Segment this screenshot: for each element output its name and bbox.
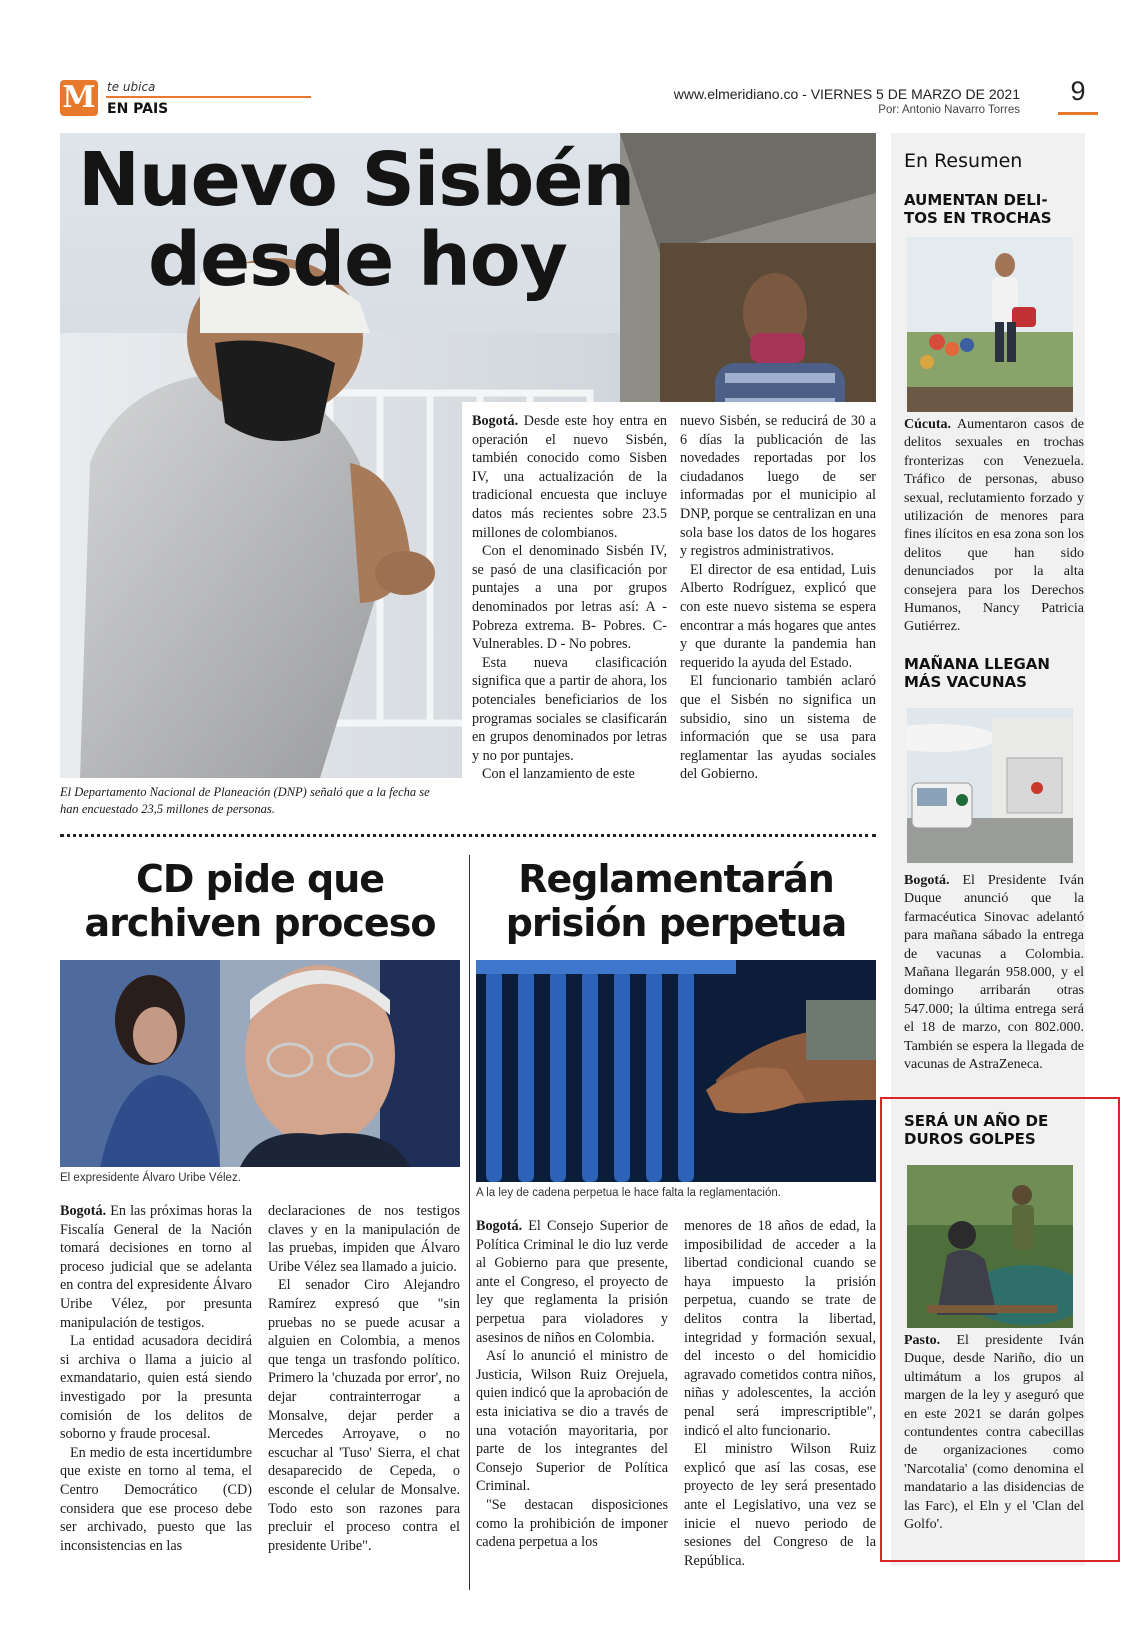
section-label: EN PAIS: [107, 101, 169, 117]
prison-col1-p3: "Se destacan disposiciones como la prohibición de imponer cadena perpetua a los: [476, 1496, 668, 1551]
tagline-rule: [106, 96, 311, 98]
sidebar-item-1-dateline: Cúcuta.: [904, 417, 952, 432]
sidebar-item-3-body: El presidente Iván Duque, desde Nariño, dio un ultimátum a los grupos al margen de la ley y aseguró que en este 2021 se darán golpes contundentes contra cabecillas de organizaciones como 'Narcotalia' (como denomina el mandatario a las disidencias de las Farc), el Eln y el 'Clan del Golfo'.: [904, 1333, 1084, 1533]
prison-col1-p1: El Consejo Superior de Política Criminal le dio luz verde al Gobierno para que presente, ante el Congreso, el proyecto de ley que reglamenta la prisión perpetua para violadores y asesinos de niños en Colombia.: [476, 1218, 668, 1346]
cd-headline-line1: CD pide que: [135, 857, 385, 901]
prison-headline-line1: Reglamentarán: [518, 857, 834, 901]
logo-letter: M: [62, 80, 96, 115]
lead-col1-p4: Con el lanzamiento de este: [482, 766, 635, 783]
section-divider: [60, 834, 876, 841]
sidebar-item-3-headline-l1: SERÁ UN AÑO DE: [904, 1112, 1049, 1130]
sidebar-item-1-headline: [904, 191, 1084, 227]
prison-headline: [476, 857, 876, 945]
lead-col1-p1: Desde este hoy entra en operación el nuevo Sisbén, también conocido como Sisben IV, una actualización de la tradicional encuesta que incluye datos más recientes sobre 23.5 millones de colombianos.: [472, 413, 667, 541]
cd-col1-p2: La entidad acusadora decidirá si archiva o llama a juicio al exmandatario, quien está siendo investigado por la presunta comisión de los delitos de soborno y fraude procesal.: [60, 1333, 252, 1443]
prison-headline-line2: prisión perpetua: [505, 901, 847, 945]
cd-col-2: [268, 1202, 460, 1555]
sidebar-item-1-photo: [907, 237, 1073, 412]
logo: [60, 80, 98, 116]
lead-col-2: [680, 412, 876, 784]
sidebar-item-1-body: Aumentaron casos de delitos sexuales en trochas fronterizas con Venezuela. Tráfico de personas, abuso sexual, reclutamiento forzado y utilización de menores para fines ilícitos en esa zona son los delitos que han sido denunciados por la alta consejera para los Derechos Humanos, Nancy Patricia Gutiérrez.: [904, 417, 1084, 635]
cd-photo-caption: El expresidente Álvaro Uribe Vélez.: [60, 1172, 241, 1184]
lead-headline: [70, 137, 660, 303]
lead-headline-line2: desde hoy: [148, 217, 567, 303]
sidebar-item-2-body: El Presidente Iván Duque anunció que la farmacéutica Sinovac adelantó para mañana sábado la entrega de vacunas a Colombia. Mañana llegarán 958.000, y el domingo arribarán otras 547.000; la última entrega será el 18 de marzo, con 802.000. También se espera la llegada de vacunas de AstraZeneca.: [904, 873, 1084, 1073]
site-date: www.elmeridiano.co - VIERNES 5 DE MARZO DE 2021: [673, 86, 1020, 102]
lead-col2-p1: nuevo Sisbén, se reducirá de 30 a 6 días la publicación de las novedades reportadas por los ciudadanos luego de ser informadas por el municipio al DNP, porque se centralizan en una sola base los datos de los hogares y registros administrativos.: [680, 413, 876, 560]
page-number: 9: [1070, 76, 1086, 106]
lead-col1-p3: Esta nueva clasificación significa que a partir de ahora, los potenciales beneficiarios de los programas sociales se clasificarán en grupos denominados por letras y no por puntajes.: [472, 654, 667, 764]
sidebar-title: En Resumen: [904, 150, 1023, 172]
masthead: [0, 0, 1144, 130]
prison-col-1: [476, 1217, 668, 1552]
sidebar-item-3-headline: [904, 1112, 1084, 1148]
sidebar-item-1-headline-l2: TOS EN TROCHAS: [904, 209, 1052, 227]
story-column-rule: [469, 855, 470, 1590]
prison-col-2: [684, 1217, 876, 1570]
lead-col2-p2: El director de esa entidad, Luis Alberto Rodríguez, explicó que con este nuevo sistema se espera encontrar a más hogares que antes y que durante la pandemia han requerido la ayuda del Estado.: [680, 561, 876, 671]
sidebar-item-2-dateline: Bogotá.: [904, 873, 950, 888]
cd-col2-p1: declaraciones de nos testigos claves y en la manipulación de las pruebas, impiden que Álvaro Uribe Vélez sea llamado a juicio.: [268, 1203, 460, 1275]
sidebar-item-2-headline-l2: MÁS VACUNAS: [904, 673, 1027, 691]
lead-headline-line1: Nuevo Sisbén: [78, 137, 635, 223]
lead-col1-p2: Con el denominado Sisbén IV, se pasó de una clasificación por puntajes a una por grupos denominados por letras así: A - Pobreza extrema. B- Pobres. C- Vulnerables. D - No pobres.: [472, 543, 667, 653]
sidebar-item-2-text: [904, 872, 1084, 1074]
sidebar-item-1-headline-l1: AUMENTAN DELI-: [904, 191, 1048, 209]
prison-photo: [476, 960, 876, 1182]
cd-col1-p1: En las próximas horas la Fiscalía General de la Nación tomará decisiones en torno al proceso judicial que se adelanta en contra del expresidente Álvaro Uribe Vélez, por presunta manipulación de testigos.: [60, 1203, 252, 1331]
cd-headline: [60, 857, 460, 945]
lead-col2-p3: El funcionario también aclaró que el Sisbén no significa un subsidio, sino un sistema de información que se usa para reglamentar las ayudas sociales del Gobierno.: [680, 673, 876, 783]
cd-col-1: [60, 1202, 252, 1555]
tagline: te ubica: [107, 80, 156, 94]
page-number-rule: [1058, 112, 1098, 115]
cd-photo: [60, 960, 460, 1167]
prison-photo-caption: A la ley de cadena perpetua le hace falta la reglamentación.: [476, 1187, 781, 1199]
lead-dateline: Bogotá.: [472, 413, 519, 429]
prison-col2-p2: El ministro Wilson Ruiz explicó que así las cosas, ese proyecto de ley será presentado ante el Legislativo, una vez se inicie el nuevo periodo de sesiones del Congreso de la República.: [684, 1441, 876, 1569]
sidebar-item-3-headline-l2: DUROS GOLPES: [904, 1130, 1036, 1148]
prison-col1-p2: Así lo anunció el ministro de Justicia, Wilson Ruiz Orejuela, quien indicó que la aprobación de esta iniciativa se dio a través de una votación mayoritaria, por parte de los integrantes del Consejo Superior de Política Criminal.: [476, 1348, 668, 1495]
cd-dateline: Bogotá.: [60, 1203, 107, 1219]
byline: Por: Antonio Navarro Torres: [878, 104, 1020, 116]
cd-col2-p2: El senador Ciro Alejandro Ramírez expresó que "sin pruebas no se puede acusar a alguien en Colombia, a menos que tenga un trasfondo político. Primero la 'chuzada por error', no dejar contrainterrogar a Monsalve, dejar perder a Mercedes Arroyave, o no escuchar al 'Tuso' Sierra, el chat desaparecido de Cepeda, o esconde el celular de Monsalve. Todo esto son razones para precluir el proceso contra el presidente Uribe".: [268, 1277, 460, 1554]
sidebar-item-1-text: [904, 416, 1084, 637]
cd-headline-line2: archiven proceso: [84, 901, 436, 945]
sidebar-item-2-headline-l1: MAÑANA LLEGAN: [904, 655, 1050, 673]
prison-col2-p1: menores de 18 años de edad, la imposibilidad de acceder a la libertad condicional cuando se haya impuesto la prisión perpetua, cuando se trate de delitos contra la libertad, integridad y formación sexual, del incesto o del homicidio agravado cometidos contra niños, niñas y adolescentes, la acción penal será imprescriptible", indicó el alto funcionario.: [684, 1218, 876, 1439]
cd-col1-p3: En medio de esta incertidumbre que existe en torno al tema, el Centro Democrático (CD) considera que ese proceso debe ser archivado, puesto que las inconsistencias en las: [60, 1444, 252, 1554]
sidebar-item-2-headline: [904, 655, 1084, 691]
sidebar-item-3-photo: [907, 1165, 1073, 1328]
sidebar-item-2-photo: [907, 708, 1073, 863]
sidebar-item-3-dateline: Pasto.: [904, 1333, 941, 1348]
prison-dateline: Bogotá.: [476, 1218, 523, 1234]
sidebar-item-3-text: [904, 1332, 1084, 1534]
lead-col-1: [472, 412, 667, 784]
lead-photo-caption: El Departamento Nacional de Planeación (DNP) señaló que a la fecha se han encuestado 23,5 millones de personas.: [60, 785, 430, 816]
